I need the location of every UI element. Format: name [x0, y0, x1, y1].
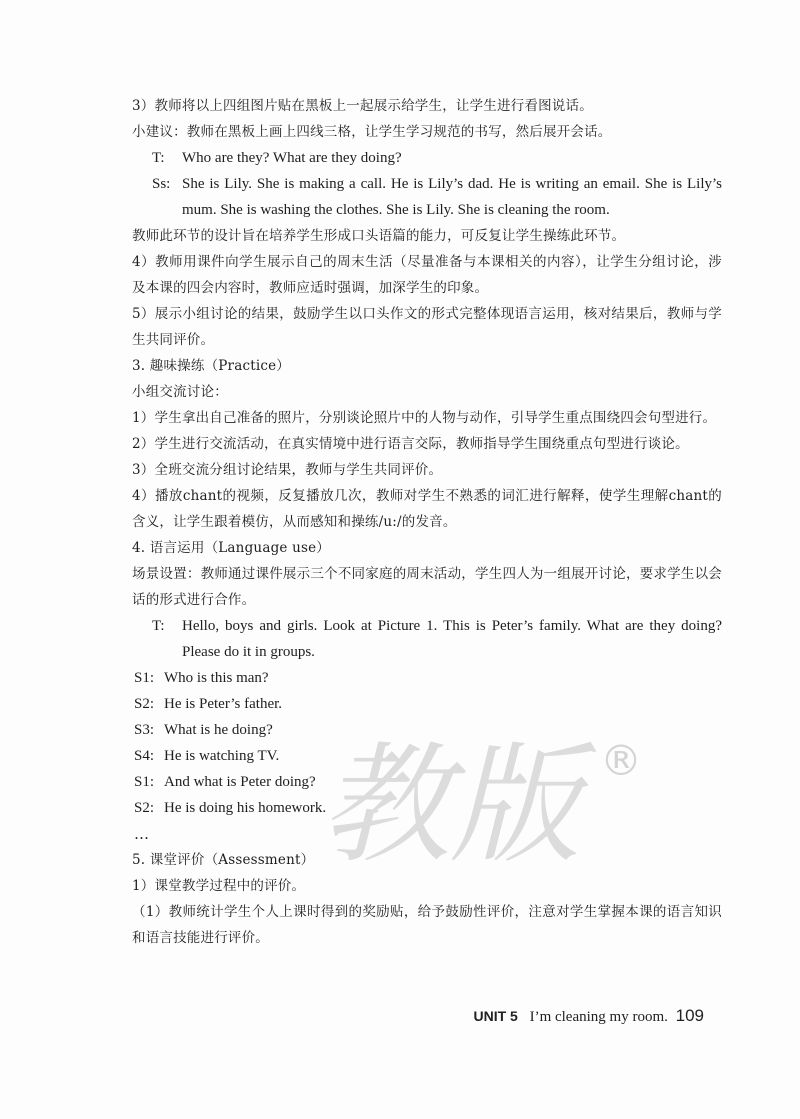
paragraph-assessment-1: 1）课堂教学过程中的评价。 — [132, 878, 306, 894]
dialogue-ellipsis: … — [134, 825, 149, 843]
dialogue-line — [132, 665, 722, 691]
dialogue-text: She is Lily. She is making a call. He is Lily’s dad. He is writing an email. She is Lily’s mum. She is washing the clothes. She is Lily. She is cleaning the room. — [182, 176, 722, 218]
page-number: 109 — [675, 1006, 704, 1025]
dialogue-speaker: S4: — [134, 748, 155, 764]
dialogue-speaker: S2: — [134, 800, 155, 816]
dialogue-speaker: S1: — [134, 774, 155, 790]
dialogue-text: Who is this man? — [164, 670, 269, 686]
footer-unit-label: UNIT 5 — [473, 1008, 518, 1024]
dialogue-line — [132, 691, 722, 717]
dialogue-speaker: Ss: — [152, 176, 171, 192]
dialogue-line — [132, 171, 722, 223]
dialogue-line — [132, 613, 722, 665]
dialogue-line — [132, 717, 722, 743]
paragraph-group-discussion: 小组交流讨论： — [132, 384, 228, 400]
watermark-text: 教版 — [320, 729, 581, 881]
paragraph-practice-4: 4）播放chant的视频，反复播放几次，教师对学生不熟悉的词汇进行解释，使学生理解chant的含义，让学生跟着模仿，从而感知和操练/u:/的发音。 — [132, 488, 722, 530]
dialogue-text: He is watching TV. — [164, 748, 280, 764]
dialogue-line — [132, 769, 722, 795]
dialogue-text: What is he doing? — [164, 722, 273, 738]
paragraph-tip: 小建议：教师在黑板上画上四线三格，让学生学习规范的书写，然后展开会话。 — [132, 124, 612, 140]
section-heading-language-use: 4. 语言运用（Language use） — [132, 540, 330, 556]
footer-title: I’m cleaning my room. — [529, 1009, 668, 1025]
dialogue-speaker: S1: — [134, 670, 155, 686]
section-heading-practice: 3. 趣味操练（Practice） — [132, 358, 291, 374]
main-content — [132, 93, 722, 951]
dialogue-line — [132, 743, 722, 769]
watermark-registered-icon: ® — [600, 736, 642, 785]
paragraph-scenario: 场景设置：教师通过课件展示三个不同家庭的周末活动，学生四人为一组展开讨论，要求学生以会话的形式进行合作。 — [132, 566, 722, 608]
dialogue-text: Who are they? What are they doing? — [182, 150, 402, 166]
paragraph-step5: 5）展示小组讨论的结果，鼓励学生以口头作文的形式完整体现语言运用，核对结果后，教师与学生共同评价。 — [132, 306, 722, 348]
dialogue-speaker: S3: — [134, 722, 155, 738]
dialogue-line — [132, 145, 722, 171]
paragraph-assessment-1-1: （1）教师统计学生个人上课时得到的奖励贴，给予鼓励性评价，注意对学生掌握本课的语言知识和语言技能进行评价。 — [132, 904, 722, 946]
paragraph-practice-3: 3）全班交流分组讨论结果，教师与学生共同评价。 — [132, 462, 443, 478]
section-heading-assessment: 5. 课堂评价（Assessment） — [132, 852, 315, 868]
dialogue-text: He is doing his homework. — [164, 800, 327, 816]
paragraph-step4: 4）教师用课件向学生展示自己的周末生活（尽量准备与本课相关的内容），让学生分组讨论，涉及本课的四会内容时，教师应适时强调，加深学生的印象。 — [132, 254, 722, 296]
dialogue-text: He is Peter’s father. — [164, 696, 283, 712]
page-footer — [473, 1006, 704, 1026]
dialogue-text: And what is Peter doing? — [164, 774, 316, 790]
dialogue-speaker: T: — [152, 618, 165, 634]
dialogue-speaker: S2: — [134, 696, 155, 712]
paragraph-step3: 3）教师将以上四组图片贴在黑板上一起展示给学生，让学生进行看图说话。 — [132, 98, 593, 114]
dialogue-text: Hello, boys and girls. Look at Picture 1. This is Peter’s family. What are they doing? Please do it in groups. — [182, 618, 722, 660]
paragraph-practice-2: 2）学生进行交流活动，在真实情境中进行语言交际，教师指导学生围绕重点句型进行谈论。 — [132, 436, 689, 452]
dialogue-speaker: T: — [152, 150, 165, 166]
paragraph-practice-1: 1）学生拿出自己准备的照片，分别谈论照片中的人物与动作，引导学生重点围绕四会句型进行。 — [132, 410, 717, 426]
paragraph-design-note: 教师此环节的设计旨在培养学生形成口头语篇的能力，可反复让学生操练此环节。 — [132, 228, 626, 244]
dialogue-line — [132, 795, 722, 821]
